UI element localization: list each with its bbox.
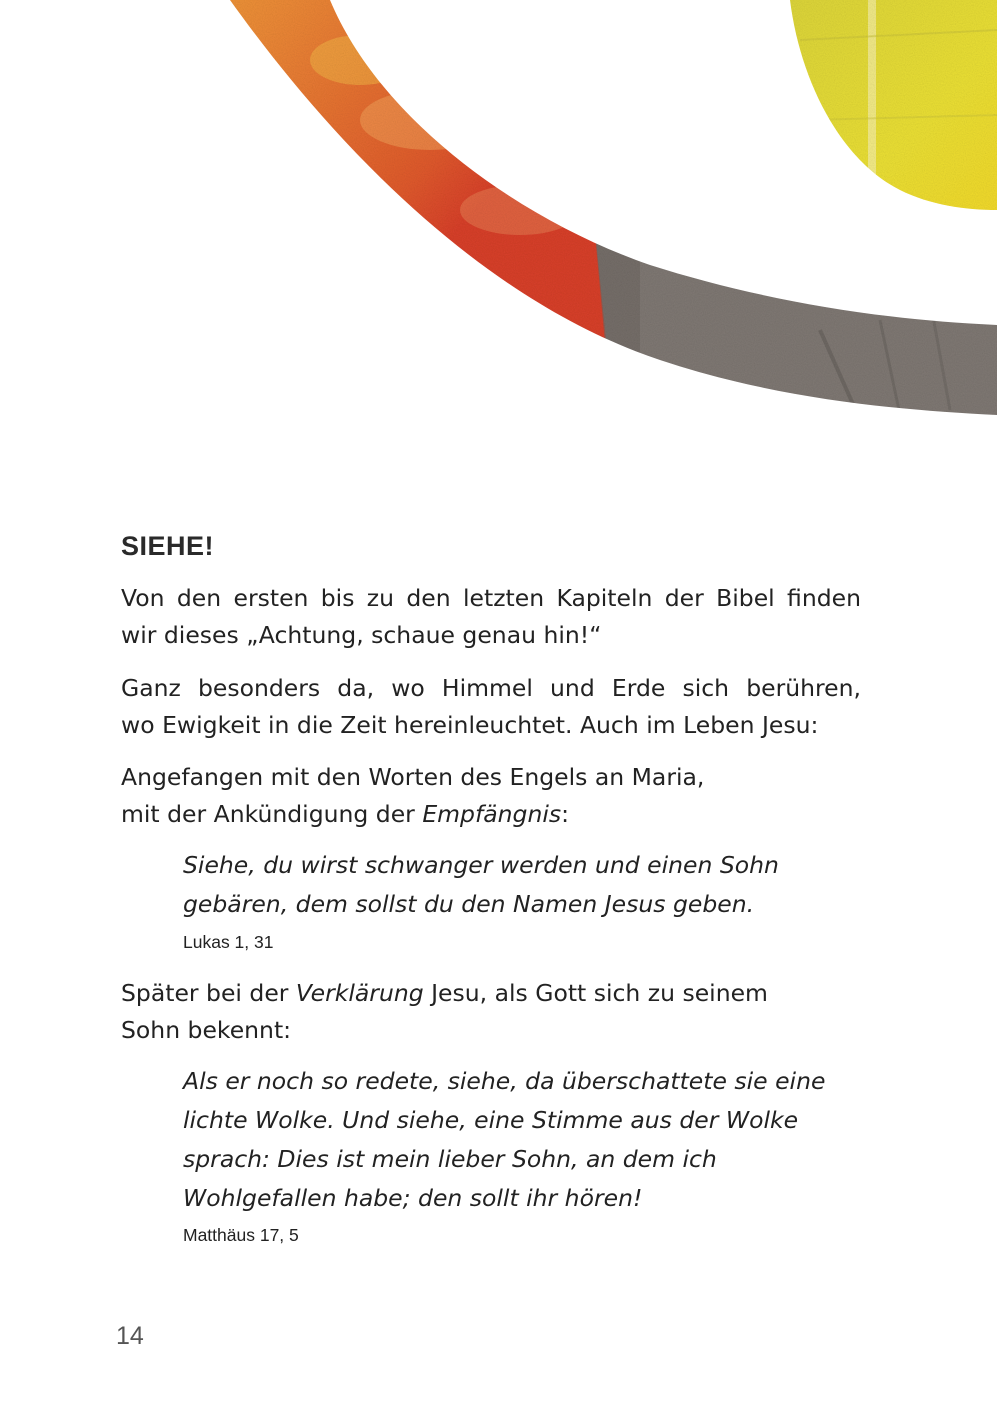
transfiguration-paragraph [121, 975, 768, 1049]
paragraph-line: Ganz besonders da, wo Himmel und Erde sich berühren, [121, 674, 861, 702]
quote-line: Als er noch so redete, siehe, da überschattete sie eine [183, 1067, 826, 1095]
quote-line: gebären, dem sollst du den Namen Jesus geben. [183, 890, 755, 918]
quote-line: sprach: Dies ist mein lieber Sohn, an dem ich [183, 1145, 717, 1173]
text-run: mit der Ankündigung der [121, 800, 423, 828]
context-paragraph [121, 670, 861, 744]
page-number: 14 [116, 1322, 144, 1350]
bible-quote-luke [183, 846, 779, 924]
paragraph-line: wo Ewigkeit in die Zeit hereinleuchtet. Auch im Leben Jesu: [121, 711, 819, 739]
quote-line: Wohlgefallen habe; den sollt ihr hören! [183, 1184, 643, 1212]
paragraph-line: Sohn bekennt: [121, 1016, 292, 1044]
paragraph-line: wir dieses „Achtung, schaue genau hin!“ [121, 621, 602, 649]
annunciation-paragraph [121, 759, 704, 833]
quote-line: lichte Wolke. Und siehe, eine Stimme aus der Wolke [183, 1106, 799, 1134]
intro-paragraph [121, 580, 861, 654]
paragraph-line [121, 975, 768, 1012]
text-run: : [561, 800, 570, 828]
paragraph-line: Angefangen mit den Worten des Engels an Maria, [121, 763, 705, 791]
section-heading: SIEHE! [121, 531, 215, 561]
text-run: Später bei der [121, 979, 296, 1007]
emphasized-term: Empfängnis [422, 800, 562, 828]
bible-quote-matthew [183, 1062, 825, 1218]
emphasized-term: Verklärung [295, 979, 424, 1007]
quote-reference: Matthäus 17, 5 [183, 1225, 299, 1245]
yellow-shape [780, 0, 997, 220]
text-run: Jesu, als Gott sich zu seinem [423, 979, 768, 1007]
quote-reference: Lukas 1, 31 [183, 932, 274, 952]
quote-line: Siehe, du wirst schwanger werden und einen Sohn [183, 851, 779, 879]
paragraph-line: Von den ersten bis zu den letzten Kapiteln der Bibel finden [121, 584, 861, 612]
paragraph-line [121, 796, 704, 833]
decorative-arc-illustration [0, 0, 997, 430]
